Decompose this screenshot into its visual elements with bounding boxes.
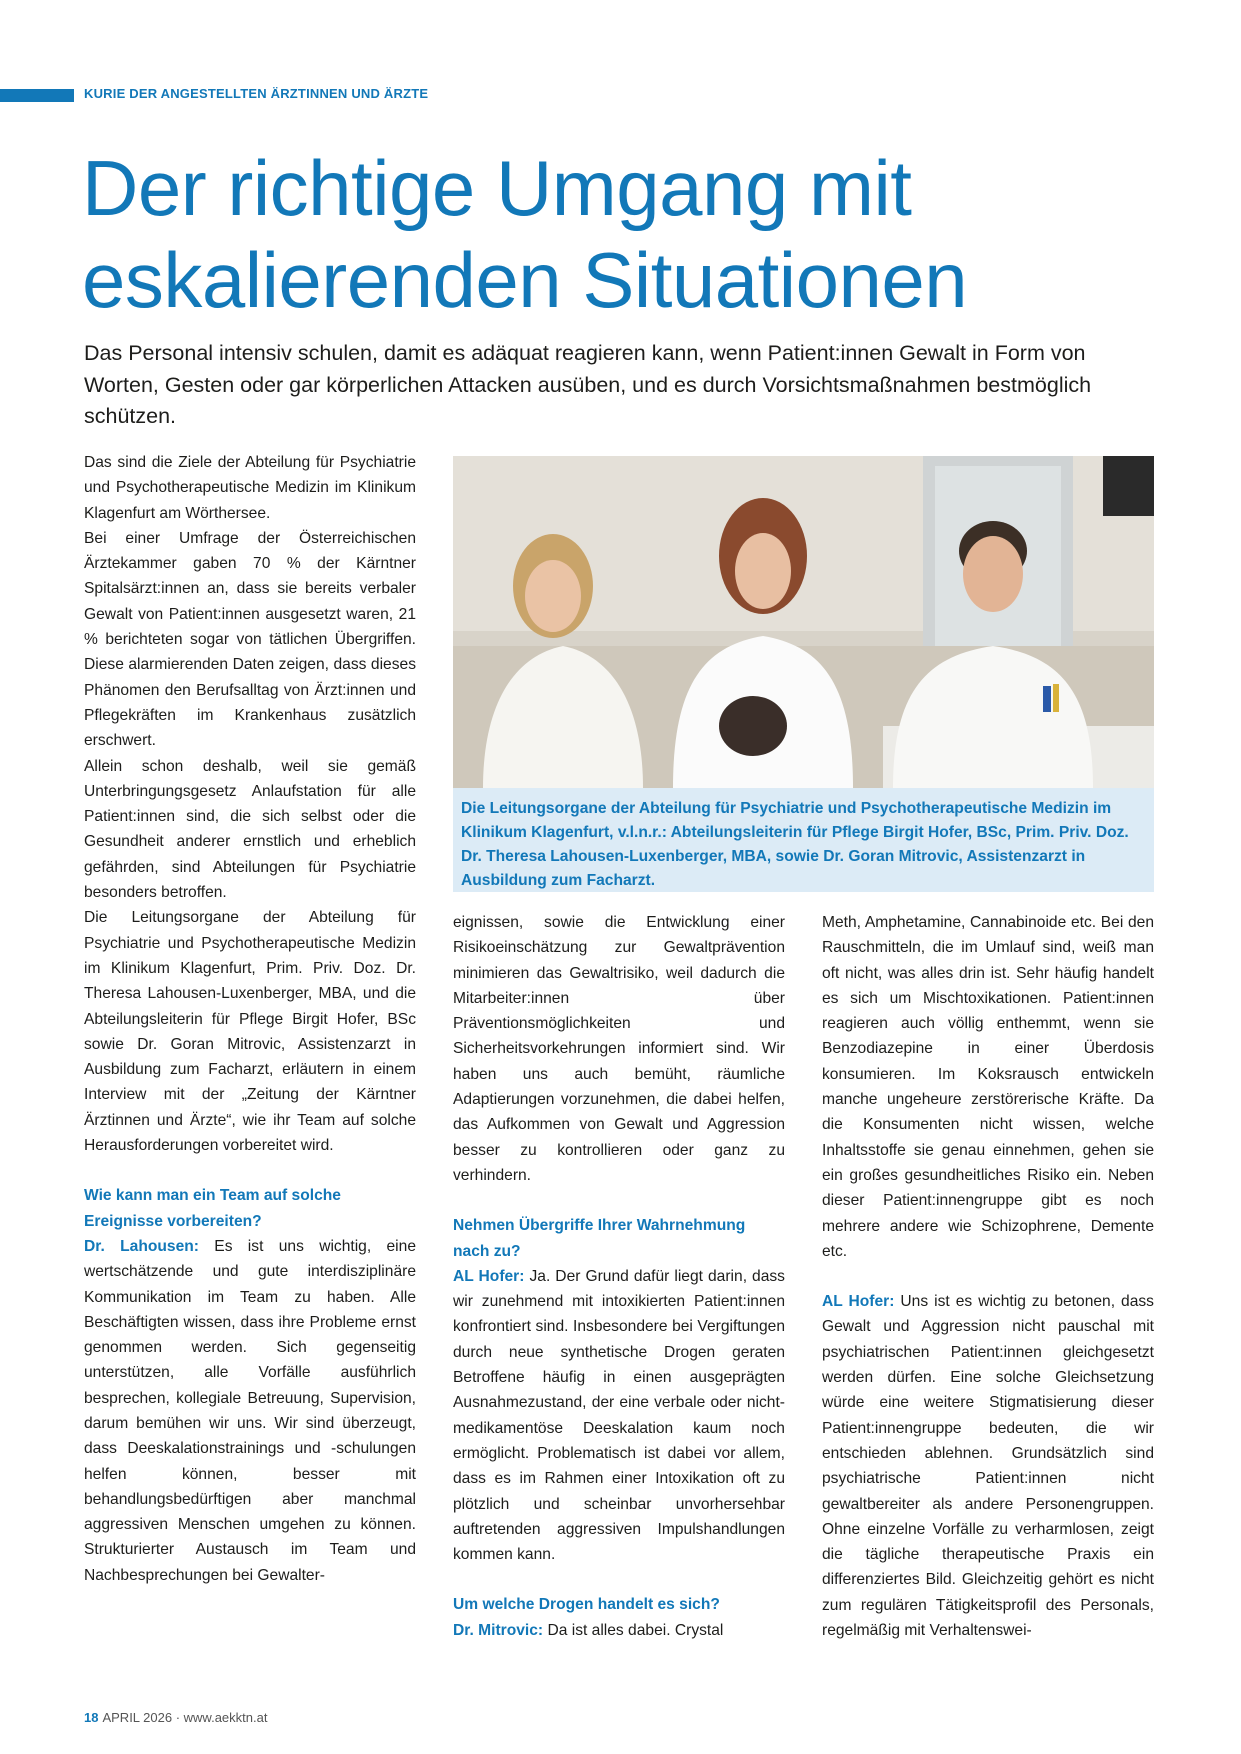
- speaker-label: AL Hofer:: [453, 1267, 525, 1285]
- answer-text: Uns ist es wichtig zu betonen, dass Gewalt und Aggression nicht pauschal mit psychiatrischen Patient:innen gleichgesetzt werden dürfen. Eine solche Gleichsetzung würde eine weitere Stigmatisierung dieser Patient:innengruppe bedeuten, die wir entschieden ablehnen. Grundsätzlich sind psychiatrische Patient:innen nicht gewaltbereiter als andere Personengruppen. Ohne einzelne Vorfälle zu verharmlosen, zeigt die tägliche therapeutische Praxis ein differenziertes Bild. Gleichzeitig gehört es nicht zum regulären Tätigkeitsprofil des Personals, regelmäßig mit Verhaltenswei-: [822, 1293, 1154, 1640]
- paragraph: eignissen, sowie die Entwicklung einer Risikoeinschätzung zur Gewaltprävention minimieren das Gewaltrisiko, weil dadurch die Mitarbeiter:innen über Präventionsmöglichkeiten und Sicherheitsvorkehrungen informiert sind. Wir haben uns auch bemüht, räumliche Adaptierungen vorzunehmen, die dabei helfen, das Aufkommen von Gewalt und Aggression besser zu kontrollieren oder ganz zu verhindern.: [453, 914, 785, 1184]
- interview-question: Wie kann man ein Team auf solche Ereignisse vorbereiten?: [84, 1187, 341, 1230]
- answer-text: Da ist alles dabei. Crystal: [543, 1621, 724, 1639]
- interview-question: Nehmen Übergriffe Ihrer Wahrnehmung nach zu?: [453, 1217, 746, 1260]
- interview-answer: [84, 1234, 416, 1588]
- paragraph: Das sind die Ziele der Abteilung für Psychiatrie und Psychotherapeutische Medizin im Klinikum Klagenfurt am Wörthersee.: [84, 454, 416, 522]
- photo-caption: Die Leitungsorgane der Abteilung für Psychiatrie und Psychotherapeutische Medizin im Klinikum Klagenfurt, v.l.n.r.: Abteilungsleiterin für Pflege Birgit Hofer, BSc, Prim. Priv. Doz. Dr. Theresa Lahousen-Luxenberger, MBA, sowie Dr. Goran Mitrovic, Assistenzarzt in Ausbildung zum Facharzt.: [461, 800, 1129, 889]
- paragraph: Allein schon deshalb, weil sie gemäß Unterbringungsgesetz Anlaufstation für alle Patient:innen sind, die sich selbst oder die Gesundheit anderer ernstlich und erheblich gefährden, sind Abteilungen für Psychiatrie besonders betroffen.: [84, 757, 416, 902]
- title-line-2: eskalierenden Situationen: [82, 236, 968, 324]
- answer-text: Es ist uns wichtig, eine wertschätzende und gute interdisziplinäre Kommunikation im Team zu haben. Alle Beschäftigten wissen, dass ihre Probleme ernst genommen werden. Sich gegenseitig unterstützen, alle Vorfälle ausführlich besprechen, kollegiale Betreuung, Supervision, darum bemühen wir uns. Wir sind überzeugt, dass Deeskalationstrainings und -schulungen helfen können, besser mit behandlungsbedürftigen aber manchmal aggressiven Menschen umgehen zu können. Strukturierter Austausch im Team und Nachbesprechungen bei Gewalter-: [84, 1237, 416, 1584]
- speaker-label: Dr. Lahousen:: [84, 1237, 199, 1255]
- article-lead: Das Personal intensiv schulen, damit es adäquat reagieren kann, wenn Patient:innen Gewalt in Form von Worten, Gesten oder gar körperlichen Attacken ausüben, und es durch Vorsichtsmaßnahmen bestmöglich schützen.: [84, 341, 1092, 428]
- interview-answer: [453, 1264, 785, 1568]
- answer-text: Ja. Der Grund dafür liegt darin, dass wir zunehmend mit intoxikierten Patient:innen konfrontiert sind. Insbesondere bei Vergiftungen durch neue synthetische Drogen geraten Betroffene häufig in einen ausgeprägten Ausnahmezustand, der eine verbale oder nicht-medikamentöse Deeskalation kaum noch ermöglicht. Problematisch ist dabei vor allem, dass es im Rahmen einer Intoxikation oft zu plötzlich und scheinbar unvorhersehbar auftretenden aggressiven Impulshandlungen kommen kann.: [453, 1267, 785, 1564]
- rubric-bar: [0, 89, 74, 102]
- paragraph: Meth, Amphetamine, Cannabinoide etc. Bei den Rauschmitteln, die im Umlauf sind, weiß man oft nicht, was alles drin ist. Sehr häufig handelt es sich um Mischtoxikationen. Patient:innen reagieren auch völlig enthemmt, wenn sie Benzodiazepine in einer Überdosis konsumieren. Im Koksrausch entwickeln manche ungeheure zerstörerische Kräfte. Da die Konsumenten nicht wissen, welche Inhaltsstoffe sie genau einnehmen, gehen sie ein großes gesundheitliches Risiko ein. Neben dieser Patient:innengruppe gibt es noch mehrere andere wie Schizophrene, Demente etc.: [822, 914, 1154, 1260]
- page-footer: [84, 1710, 267, 1725]
- page-number: 18: [84, 1710, 99, 1725]
- speaker-label: AL Hofer:: [822, 1293, 895, 1311]
- team-photo: [453, 456, 1154, 788]
- text-column-3: [822, 910, 1154, 1643]
- text-column-1: [84, 450, 416, 1588]
- title-line-1: Der richtige Umgang mit: [82, 144, 912, 232]
- interview-answer: [453, 1618, 785, 1643]
- paragraph: Die Leitungsorgane der Abteilung für Psychiatrie und Psychotherapeutische Medizin im Klinikum Klagenfurt, Prim. Priv. Doz. Dr. Theresa Lahousen-Luxenberger, MBA, und die Abteilungsleiterin für Pflege Birgit Hofer, BSc sowie Dr. Goran Mitrovic, Assistenzarzt in Ausbildung zum Facharzt, erläutern in einem Interview mit der „Zeitung der Kärntner Ärztinnen und Ärzte“, wie ihr Team auf solche Herausforderungen vorbereitet wird.: [84, 909, 416, 1155]
- interview-answer: [822, 1289, 1154, 1643]
- article-title: [82, 142, 1182, 326]
- text-column-2: [453, 910, 785, 1643]
- section-rubric: KURIE DER ANGESTELLTEN ÄRZTINNEN UND ÄRZTE: [84, 86, 429, 101]
- speaker-label: Dr. Mitrovic:: [453, 1621, 544, 1639]
- photo-caption-box: [453, 788, 1154, 892]
- paragraph: Bei einer Umfrage der Österreichischen Ärztekammer gaben 70 % der Kärntner Spitalsärzt:innen an, dass sie bereits verbaler Gewalt von Patient:innen ausgesetzt waren, 21 % berichteten sogar von tätlichen Übergriffen. Diese alarmierenden Daten zeigen, dass dieses Phänomen den Berufsalltag von Ärzt:innen und Pflegekräften im Krankenhaus zusätzlich erschwert.: [84, 529, 416, 750]
- interview-question: Um welche Drogen handelt es sich?: [453, 1596, 720, 1614]
- footer-issue: APRIL 2026 · www.aekktn.at: [102, 1710, 268, 1725]
